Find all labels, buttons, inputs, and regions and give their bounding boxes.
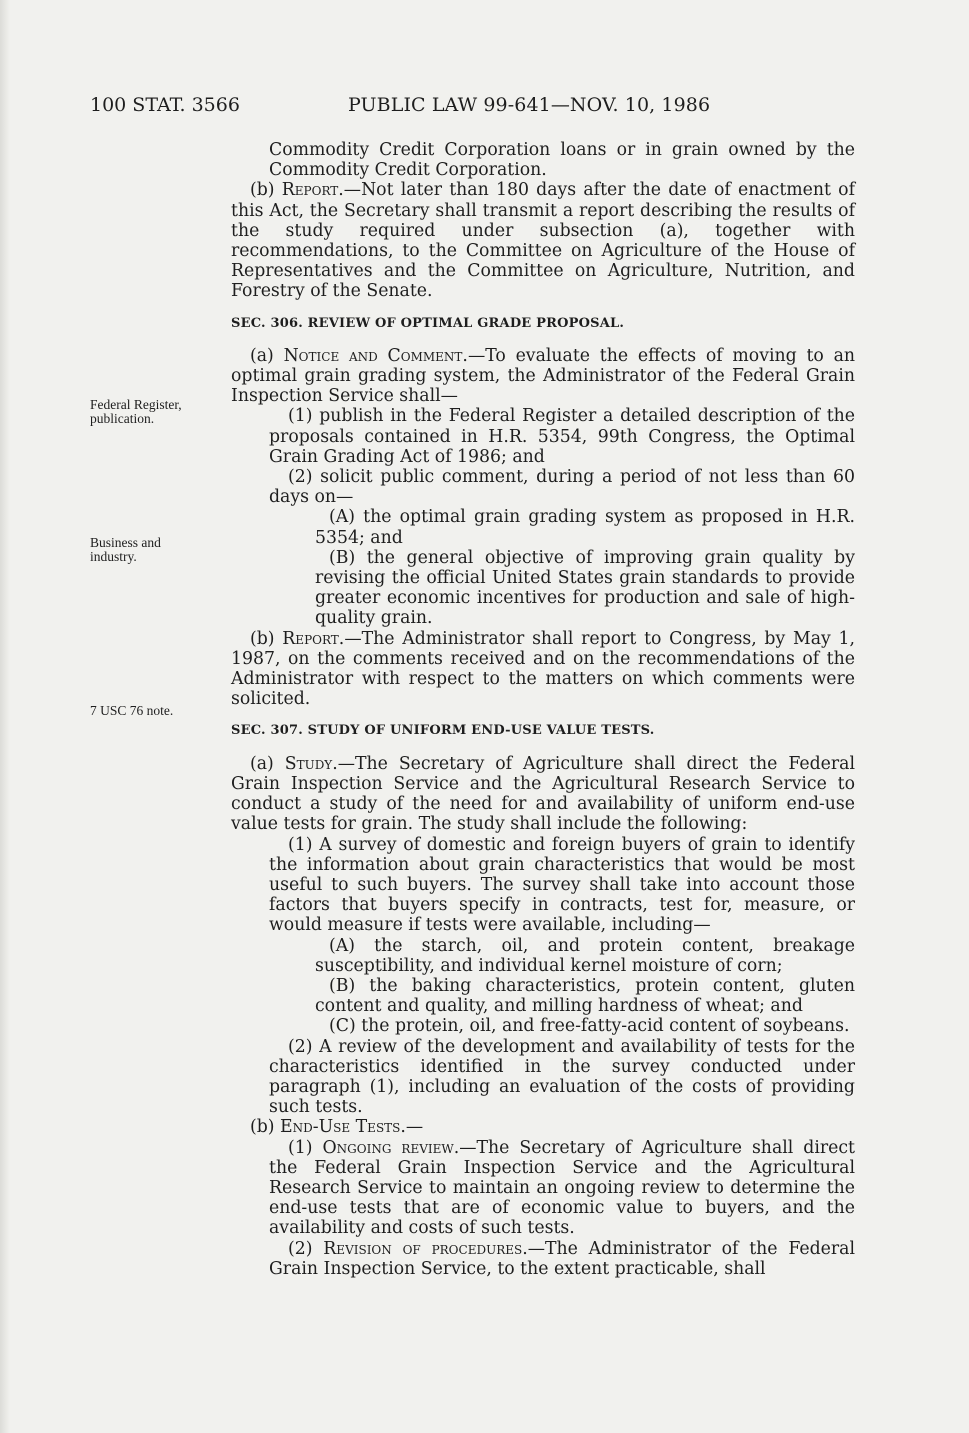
section-heading: SEC. 306. REVIEW OF OPTIMAL GRADE PROPOSAL. xyxy=(231,315,625,331)
text: (a) xyxy=(250,345,284,366)
text: —The Secretary of Agriculture shall direct the Federal Grain Inspection Service and the Agricultural Research Service to maintain an ongoing review to determine the end-use tests that are of economic value to buyers, and the availability and costs of such tests. xyxy=(269,1137,856,1239)
subsection-heading: Study. xyxy=(284,753,338,774)
text: —To evaluate the effects of moving to an optimal grain grading system, the Administrator of the Federal Grain Inspection Service shall— xyxy=(231,345,855,407)
paragraph: (1) publish in the Federal Register a detailed description of the proposals contained in H.R. 5354, 99th Congress, the Optimal Grain Grading Act of 1986; and xyxy=(269,406,855,467)
paragraph xyxy=(269,1138,855,1239)
subsection-heading: Report. xyxy=(281,180,344,201)
text: —The Administrator of the Federal Grain Inspection Service, to the extent practicable, shall xyxy=(269,1238,855,1279)
stat-reference: 100 STAT. 3566 xyxy=(90,94,240,116)
paragraph-heading: Ongoing review. xyxy=(322,1137,460,1158)
text: —The Secretary of Agriculture shall direct the Federal Grain Inspection Service and the Agricultural Research Service to conduct a study of the need for and availability of uniform end-use value tests for grain. The study shall include the following: xyxy=(231,753,855,835)
text: —Not later than 180 days after the date of enactment of this Act, the Secretary shall transmit a report describing the results of the study required under subsection (a), together with recommendations, to the Committee on Agriculture of the House of Representatives and the Committee on Agriculture, Nutrition, and Forestry of the Senate. xyxy=(231,180,855,302)
paragraph: (2) solicit public comment, during a period of not less than 60 days on— xyxy=(269,467,855,508)
text: — xyxy=(405,1117,424,1138)
paragraph xyxy=(269,1239,855,1279)
paragraph xyxy=(231,754,855,835)
subsection-heading: End-Use Tests. xyxy=(280,1117,406,1138)
page-edge xyxy=(0,0,10,1433)
margin-note-usc: 7 USC 76 note. xyxy=(90,703,174,718)
text: (2) xyxy=(288,1238,324,1259)
subsection-heading: Report. xyxy=(282,628,345,649)
paragraph xyxy=(231,1117,855,1137)
text: (a) xyxy=(250,753,285,774)
paragraph: (2) A review of the development and availability of tests for the characteristics identified in the survey conducted under paragraph (1), including an evaluation of the costs of providing such tests. xyxy=(269,1036,855,1118)
section-heading: SEC. 307. STUDY OF UNIFORM END-USE VALUE TESTS. xyxy=(231,723,655,739)
paragraph: (B) the baking characteristics, protein content, gluten content and quality, and milling hardness of wheat; and xyxy=(315,975,855,1017)
paragraph: (B) the general objective of improving grain quality by revising the official United States grain standards to provide greater economic incentives for production and sale of high-quality grain. xyxy=(315,547,855,629)
text: (1) xyxy=(288,1137,323,1158)
paragraph-heading: Revision of procedures. xyxy=(323,1238,528,1259)
paragraph: (C) the protein, oil, and free-fatty-acid content of soybeans. xyxy=(329,1016,850,1037)
paragraph: (A) the optimal grain grading system as proposed in H.R. 5354; and xyxy=(315,507,855,548)
text: (b) xyxy=(250,628,283,649)
margin-note-federal-register: Federal Register, publication. xyxy=(90,397,182,426)
paragraph: (A) the starch, oil, and protein content, breakage susceptibility, and individual kernel moisture of corn; xyxy=(315,935,855,976)
main-text xyxy=(231,140,855,1279)
paragraph xyxy=(231,180,855,301)
text: (b) xyxy=(250,180,282,201)
text: —The Administrator shall report to Congress, by May 1, 1987, on the comments received and on the recommendations of the Administrator with respect to the matters on which comments were solicited. xyxy=(231,628,855,710)
subsection-heading: Notice and Comment. xyxy=(283,345,468,366)
paragraph xyxy=(231,346,855,407)
paragraph: (1) A survey of domestic and foreign buyers of grain to identify the information about grain characteristics that would be most useful to such buyers. The survey shall take into account those factors that buyers specify in contracts, test for, measure, or would measure if tests were available, including— xyxy=(269,834,855,936)
paragraph xyxy=(231,629,855,710)
paragraph: Commodity Credit Corporation loans or in grain owned by the Commodity Credit Corporation. xyxy=(269,140,855,181)
law-title: PUBLIC LAW 99-641—NOV. 10, 1986 xyxy=(348,94,711,116)
text: (b) xyxy=(250,1117,281,1138)
margin-note-business: Business and industry. xyxy=(90,535,161,564)
